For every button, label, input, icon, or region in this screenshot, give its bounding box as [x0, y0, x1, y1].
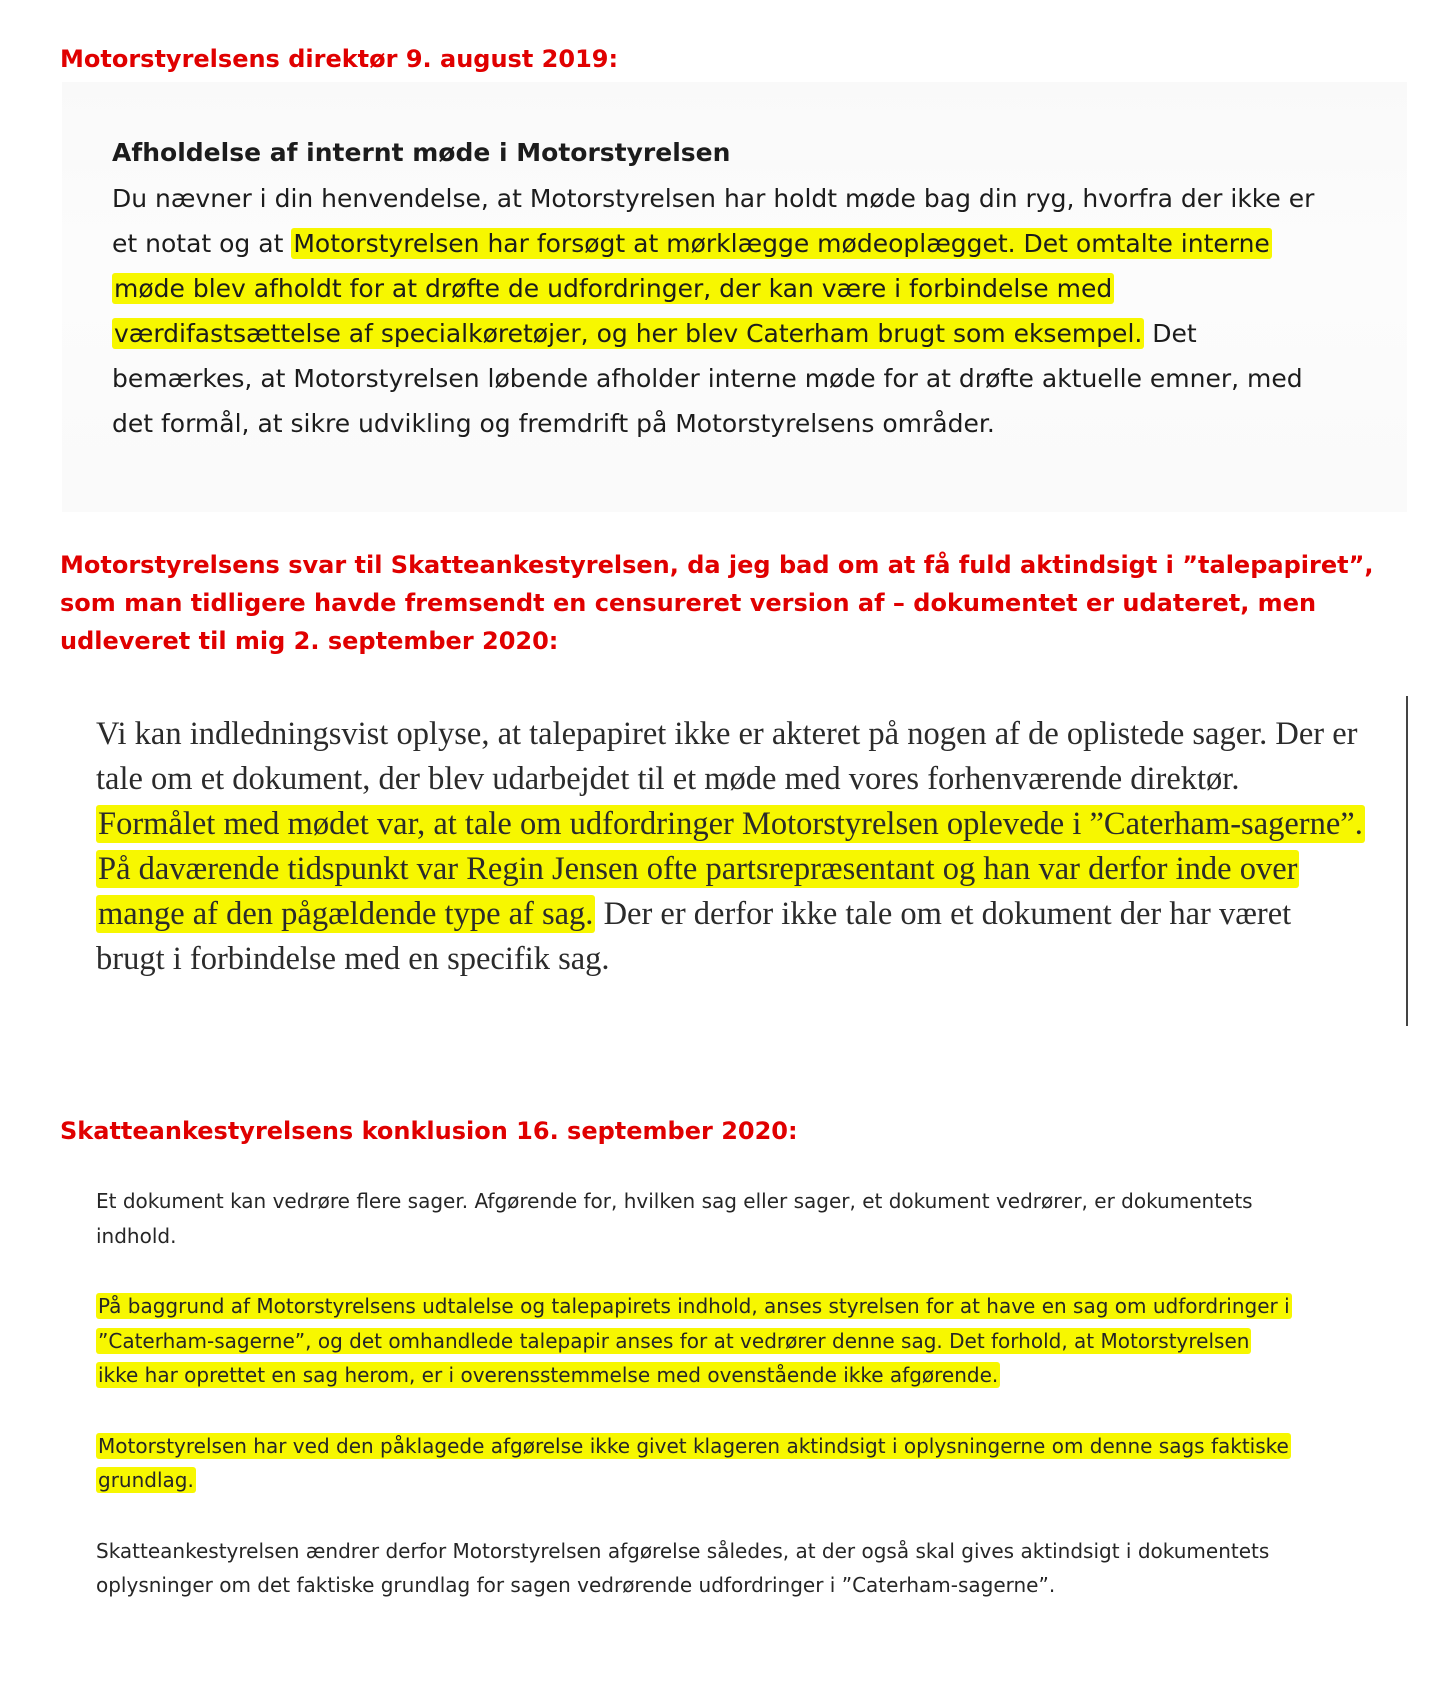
heading-director-2019: Motorstyrelsens direktør 9. august 2019:	[60, 45, 619, 73]
text-segment: Vi kan indledningsvist oplyse, at talepapiret ikke er akteret på nogen af de oplistede sager. Der er tale om et dokument, der blev udarbejdet til et møde med vores forhenværende direktør.	[96, 716, 1358, 797]
excerpt-reply-letter	[96, 712, 1366, 982]
excerpt-director-letter	[112, 136, 1327, 446]
text-segment: Det bemærkes, at Motorstyrelsen løbende afholder interne møde for at drøfte aktuelle emner, med det formål, at sikre udvikling og fremdrift på Motorstyrelsens områder.	[112, 319, 1303, 438]
conclusion-paragraph-1: Et dokument kan vedrøre flere sager. Afgørende for, hvilken sag eller sager, et dokument vedrører, er dokumentets indhold.	[96, 1189, 1253, 1248]
excerpt-paragraph	[96, 712, 1366, 982]
conclusion-paragraph-4: Skatteankestyrelsen ændrer derfor Motorstyrelsen afgørelse således, at der også skal gives aktindsigt i dokumentets oplysninger om det faktiske grundlag for sagen vedrørende udfordringer i ”Caterham-sagerne”.	[96, 1538, 1270, 1597]
heading-conclusion-2020: Skatteankestyrelsens konklusion 16. september 2020:	[60, 1117, 798, 1145]
text-segment: Du nævner i din henvendelse, at Motorstyrelsen har holdt møde bag din ryg, hvorfra der ikke er et notat og at	[112, 184, 1315, 258]
excerpt-conclusion	[96, 1184, 1296, 1639]
highlighted-text: Formålet med mødet var, at tale om udfordringer Motorstyrelsen oplevede i ”Caterham-sagerne”. På daværende tidspunkt var Regin Jensen ofte partsrepræsentant og han var derfor inde over mange af den pågældende type af sag.	[98, 806, 1363, 932]
highlighted-text: Motorstyrelsen har ved den påklagede afgørelse ikke givet klageren aktindsigt i oplysningerne om denne sags faktiske grundlag.	[98, 1433, 1289, 1492]
excerpt-title: Afholdelse af internt møde i Motorstyrelsen	[112, 138, 731, 167]
margin-line	[1406, 696, 1408, 1026]
heading-reply-to-skatteankestyrelsen: Motorstyrelsens svar til Skatteankestyrelsen, da jeg bad om at få fuld aktindsigt i ”talepapiret”, som man tidligere havde fremsendt en censureret version af – dokumentet er udateret, men udleveret til mig 2. september 2020:	[60, 551, 1374, 655]
conclusion-paragraph-2	[96, 1289, 1296, 1393]
conclusion-paragraph-3	[96, 1429, 1296, 1498]
excerpt-paragraph	[112, 176, 1327, 446]
highlighted-text: På baggrund af Motorstyrelsens udtalelse og talepapirets indhold, anses styrelsen for at have en sag om udfordringer i ”Caterham-sagerne”, og det omhandlede talepapir anses for at vedrører denne sag. Det forhold, at Motorstyrelsen ikke har oprettet en sag herom, er i overensstemmelse med ovenstående ikke afgørende.	[98, 1294, 1290, 1387]
highlighted-text: Motorstyrelsen har forsøgt at mørklægge mødeoplægget. Det omtalte interne møde blev afholdt for at drøfte de udfordringer, der kan være i forbindelse med værdifastsættelse af specialkøretøjer, og her blev Caterham brugt som eksempel.	[114, 229, 1270, 348]
text-segment: Der er derfor ikke tale om et dokument der har været brugt i forbindelse med en specifik sag.	[96, 896, 1292, 977]
